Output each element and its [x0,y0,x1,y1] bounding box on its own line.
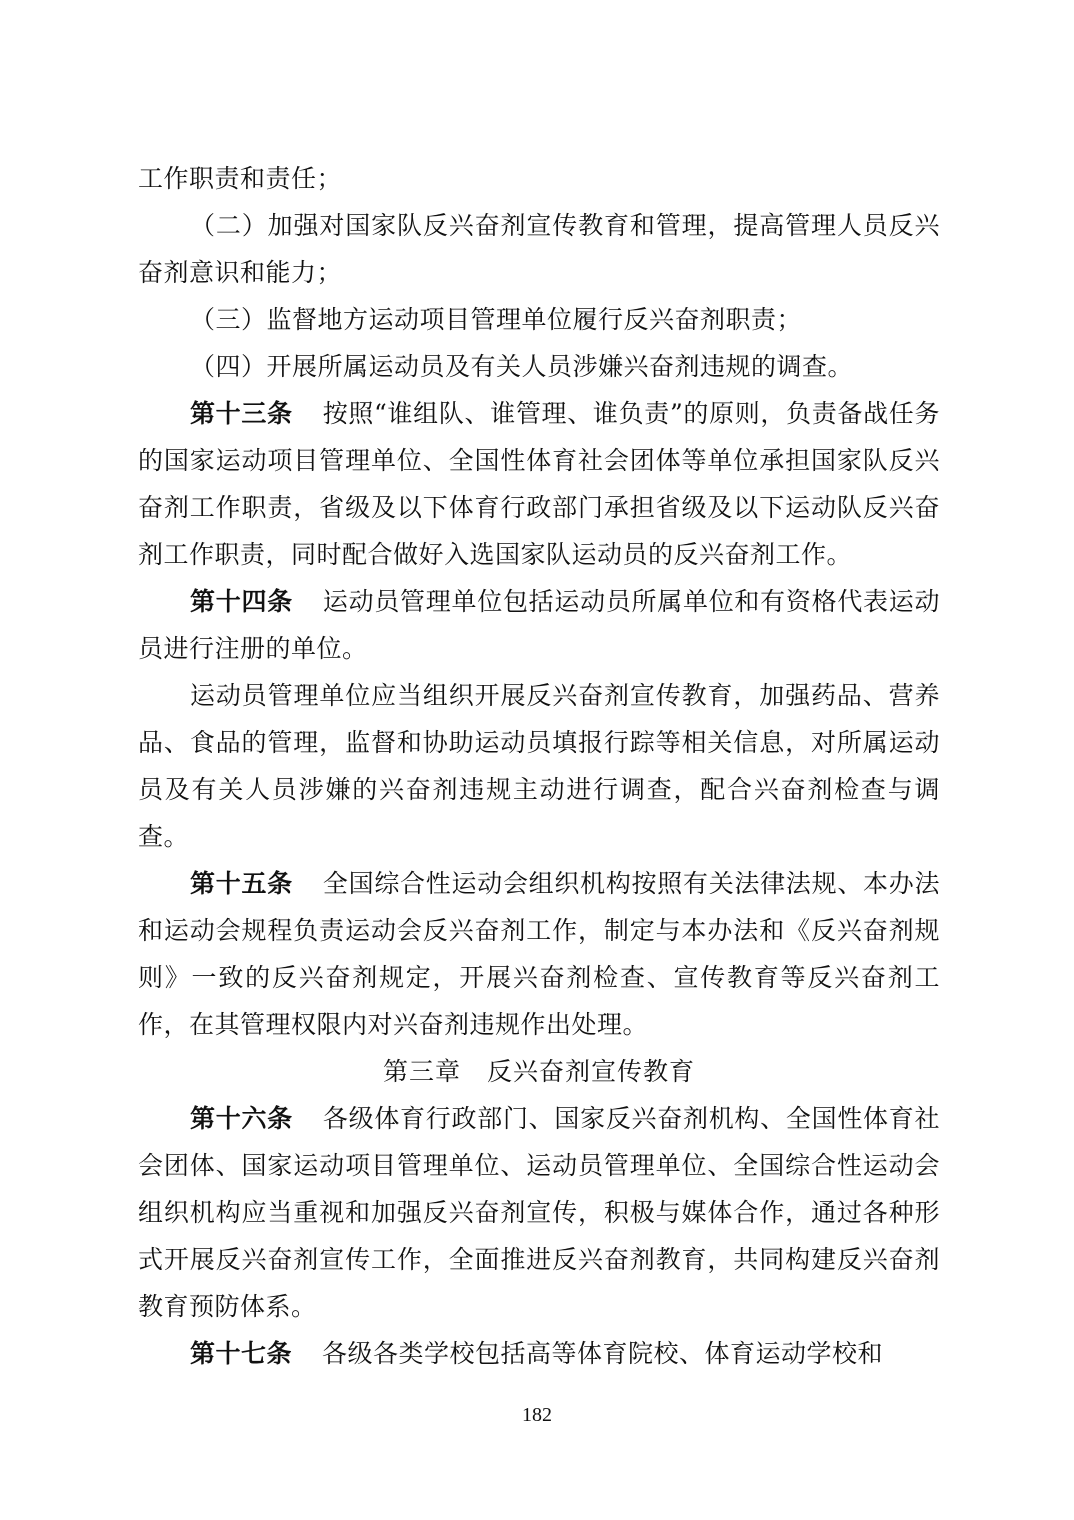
paragraph-text: 各级各类学校包括高等体育院校、体育运动学校和 [322,1339,884,1368]
article-paragraph [138,578,940,672]
paragraph-text: 各级体育行政部门、国家反兴奋剂机构、全国性体育社会团体、国家运动项目管理单位、运动员管理单位、全国综合性运动会组织机构应当重视和加强反兴奋剂宣传，积极与媒体合作，通过各种形式开展反兴奋剂宣传工作，全面推进反兴奋剂教育，共同构建反兴奋剂教育预防体系。 [138,1104,940,1321]
article-label: 第十六条 [190,1104,293,1133]
body-paragraph [138,343,940,390]
paragraph-text: 运动员管理单位应当组织开展反兴奋剂宣传教育，加强药品、营养品、食品的管理，监督和协助运动员填报行踪等相关信息，对所属运动员及有关人员涉嫌的兴奋剂违规主动进行调查，配合兴奋剂检查与调查。 [138,681,940,851]
document-body [138,155,940,1377]
article-label: 第十三条 [190,399,293,428]
paragraph-text: （三）监督地方运动项目管理单位履行反兴奋剂职责； [190,305,803,334]
article-paragraph [138,1095,940,1330]
article-label: 第十五条 [190,869,293,898]
article-paragraph [138,860,940,1048]
body-paragraph [138,155,940,202]
body-paragraph [138,202,940,296]
paragraph-text: （四）开展所属运动员及有关人员涉嫌兴奋剂违规的调查。 [190,352,854,381]
body-paragraph [138,296,940,343]
article-label: 第十四条 [190,587,293,616]
article-label: 第十七条 [190,1339,293,1368]
paragraph-text: 全国综合性运动会组织机构按照有关法律法规、本办法和运动会规程负责运动会反兴奋剂工作，制定与本办法和《反兴奋剂规则》一致的反兴奋剂规定，开展兴奋剂检查、宣传教育等反兴奋剂工作，在其管理权限内对兴奋剂违规作出处理。 [138,869,940,1039]
paragraph-text: 按照“谁组队、谁管理、谁负责”的原则，负责备战任务的国家运动项目管理单位、全国性体育社会团体等单位承担国家队反兴奋剂工作职责，省级及以下体育行政部门承担省级及以下运动队反兴奋剂工作职责，同时配合做好入选国家队运动员的反兴奋剂工作。 [138,399,940,569]
chapter-title: 反兴奋剂宣传教育 [487,1057,696,1086]
chapter-number: 第三章 [382,1057,461,1086]
paragraph-text: 运动员管理单位包括运动员所属单位和有资格代表运动员进行注册的单位。 [138,587,940,663]
body-paragraph [138,672,940,860]
article-paragraph [138,1330,940,1377]
paragraph-text: （二）加强对国家队反兴奋剂宣传教育和管理，提高管理人员反兴奋剂意识和能力； [138,211,940,287]
paragraph-text: 工作职责和责任； [138,164,343,193]
chapter-heading [138,1048,940,1095]
page-number: 182 [522,1404,552,1426]
article-paragraph [138,390,940,578]
